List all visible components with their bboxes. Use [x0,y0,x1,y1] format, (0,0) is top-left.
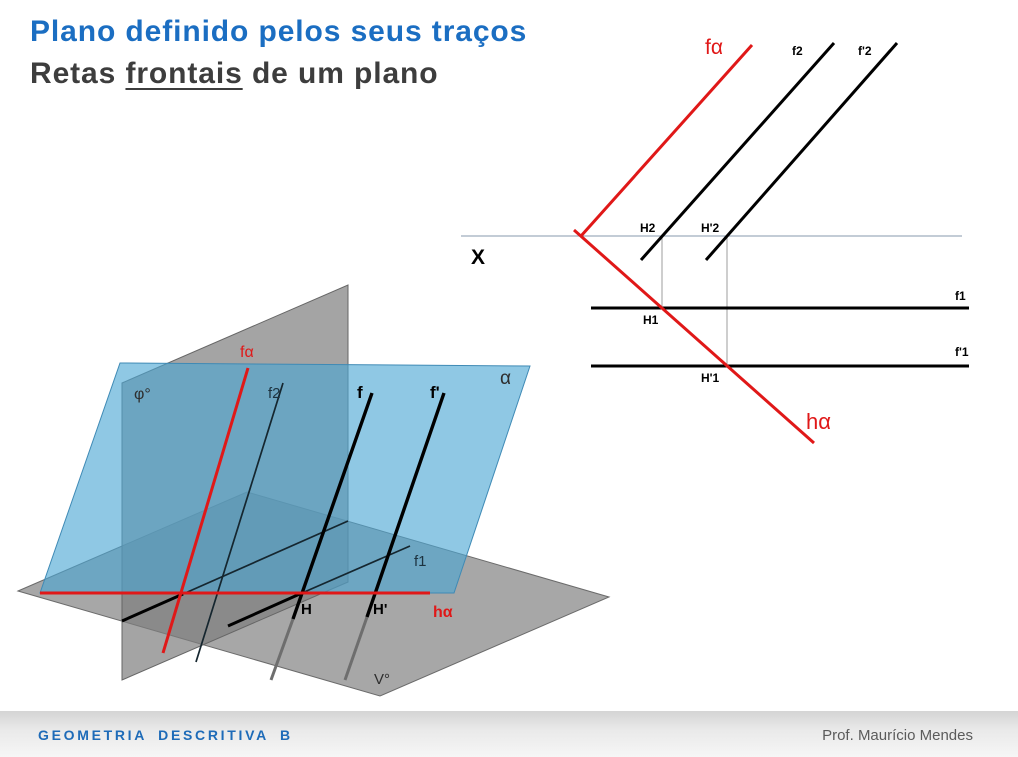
label-h2: H2 [640,221,656,235]
label-h-prime-1: H'1 [701,371,720,385]
plane-alpha [40,363,530,593]
label-f-prime: f' [430,383,440,402]
label-f: f [357,383,363,402]
label-h-prime: H' [373,601,388,618]
perspective-diagram [18,285,609,696]
label-f2: f2 [268,385,281,402]
label-x-axis: X [471,246,486,269]
line-f-prime-2 [706,43,897,260]
label-h-alpha: hα [806,409,831,434]
author-name: Prof. Maurício Mendes [822,727,973,744]
trace-h-alpha [574,230,814,443]
label-f1: f1 [955,289,966,303]
line-f2 [641,43,834,260]
orthographic-diagram [461,36,969,443]
label-f2: f2 [792,44,803,58]
label-f-alpha: fα [705,36,723,59]
subtitle-part-before: Retas [30,57,117,90]
label-alpha: α [500,368,511,389]
label-h-alpha: hα [433,604,453,621]
label-f-prime-1: f'1 [955,345,969,359]
trace-f-alpha [581,45,752,236]
subtitle-part-after: de um plano [251,57,439,90]
label-f-prime-2: f'2 [858,44,872,58]
slide-subtitle [30,59,439,89]
course-name: GEOMETRIA DESCRITIVA B [38,727,293,743]
subtitle-emphasis: frontais [125,57,243,90]
label-phi: φ° [134,386,151,403]
label-v: V° [374,671,391,688]
label-h-prime-2: H'2 [701,221,720,235]
footer-bar [0,711,1018,757]
slide-title: Plano definido pelos seus traços [30,15,528,48]
label-f1: f1 [414,553,427,570]
label-f-alpha: fα [240,344,254,361]
label-h1: H1 [643,313,659,327]
label-h: H [301,601,312,618]
